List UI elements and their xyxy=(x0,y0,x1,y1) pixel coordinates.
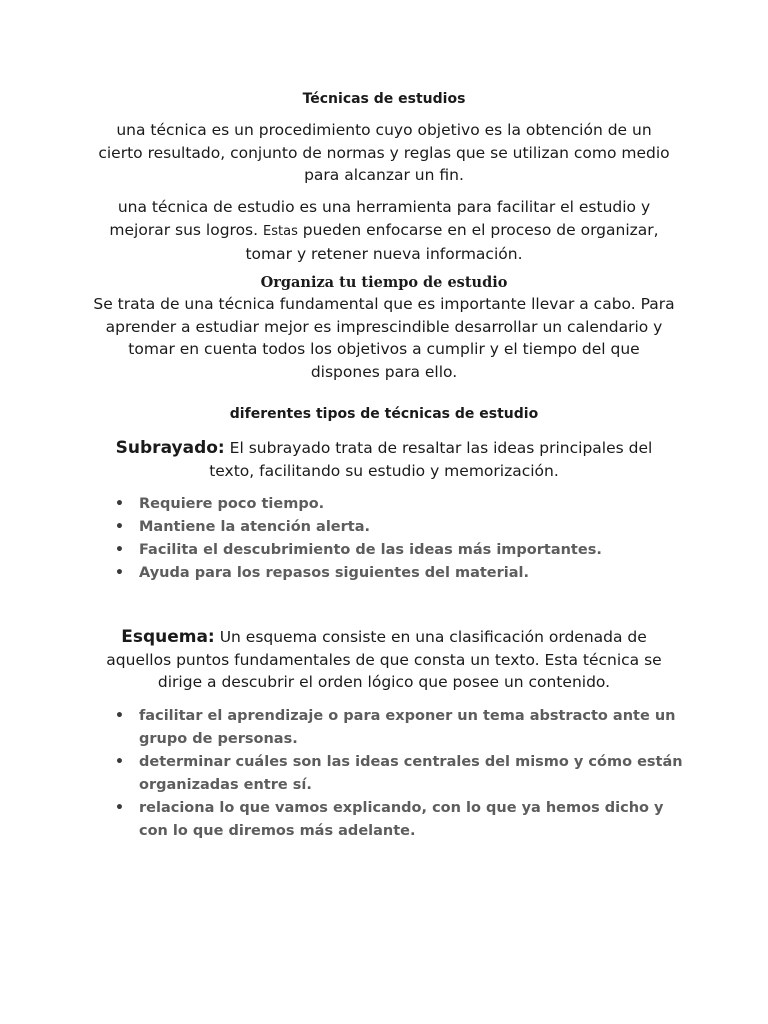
intro-p2-start: una técnica de estudio es una herramienta para facilitar el estudio y mejorar sus logros. xyxy=(109,198,651,239)
list-item: • Mantiene la atención alerta. xyxy=(115,516,685,539)
bullet-icon: • xyxy=(115,708,124,724)
list-item: • Requiere poco tiempo. xyxy=(115,493,685,516)
bullet-icon: • xyxy=(115,542,124,558)
intro-p2-small: Estas xyxy=(263,223,298,239)
list-item: • relaciona lo que vamos explicando, con lo que ya hemos dicho y con lo que diremos más adelante. xyxy=(115,797,685,843)
esquema-text: Un esquema consiste en una clasificación ordenada de aquellos puntos fundamentales de que consta un texto. Esta técnica se dirige a descubrir el orden lógico que posee un contenido. xyxy=(106,628,662,691)
intro-p2-end: pueden enfocarse en el proceso de organizar, tomar y retener nueva información. xyxy=(245,220,659,263)
bullet-icon: • xyxy=(115,519,124,535)
subrayado-text: El subrayado trata de resaltar las ideas principales del texto, facilitando su estudio y memorización. xyxy=(209,439,653,480)
esquema-paragraph xyxy=(100,626,668,694)
esquema-lead: Esquema: xyxy=(121,627,215,647)
document-title: Técnicas de estudios xyxy=(302,91,466,107)
subrayado-lead: Subrayado: xyxy=(115,438,225,458)
tipos-heading: diferentes tipos de técnicas de estudio xyxy=(229,406,539,422)
organiza-section xyxy=(92,273,676,383)
list-item: • determinar cuáles son las ideas centrales del mismo y cómo están organizadas entre sí. xyxy=(115,751,685,797)
list-item: • Facilita el descubrimiento de las ideas más importantes. xyxy=(115,539,685,562)
intro-paragraph-2 xyxy=(92,196,676,266)
list-item: • Ayuda para los repasos siguientes del material. xyxy=(115,562,685,585)
organiza-text: Se trata de una técnica fundamental que es importante llevar a cabo. Para aprender a estudiar mejor es imprescindible desarrollar un calendario y tomar en cuenta todos los objetivos a cumplir y el tiempo del que dispones para ello. xyxy=(93,295,675,381)
bullet-icon: • xyxy=(115,800,124,816)
subrayado-paragraph xyxy=(96,437,672,482)
list-item: • facilitar el aprendizaje o para exponer un tema abstracto ante un grupo de personas. xyxy=(115,705,685,751)
intro-paragraph-1: una técnica es un procedimiento cuyo objetivo es la obtención de un cierto resultado, conjunto de normas y reglas que se utilizan como medio para alcanzar un fin. xyxy=(98,121,670,184)
esquema-list xyxy=(115,705,685,843)
bullet-icon: • xyxy=(115,565,124,581)
organiza-heading: Organiza tu tiempo de estudio xyxy=(260,274,508,291)
bullet-icon: • xyxy=(115,754,124,770)
bullet-icon: • xyxy=(115,496,124,512)
subrayado-list xyxy=(115,493,685,585)
